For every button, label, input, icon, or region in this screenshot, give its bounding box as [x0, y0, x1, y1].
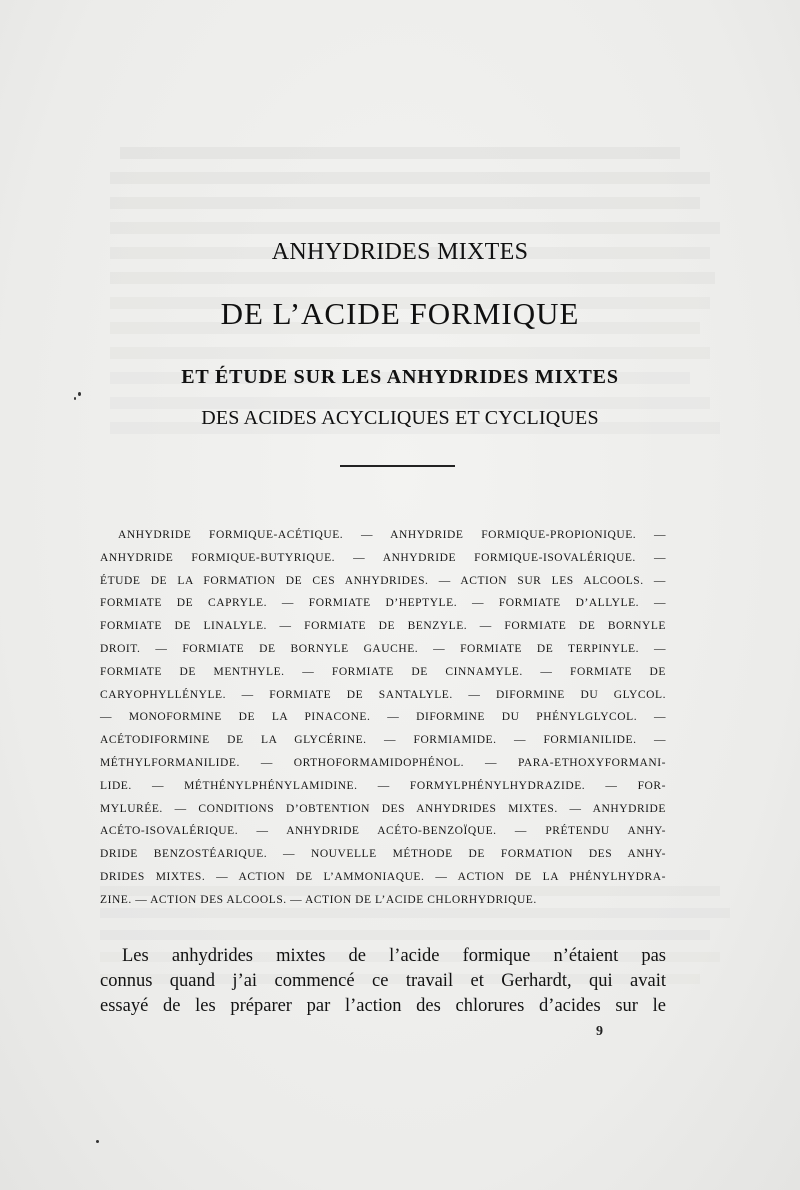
summary-line: ANHYDRIDE FORMIQUE-ACÉTIQUE. — ANHYDRIDE FORMIQUE-PROPIONIQUE. —: [118, 529, 666, 541]
chapter-title-line-1: ANHYDRIDES MIXTES: [271, 239, 529, 265]
body-line: connus quand j’ai commencé ce travail et Gerhardt, qui avait: [100, 971, 666, 991]
chapter-title-line-2: DE L’ACIDE FORMIQUE: [220, 296, 580, 331]
summary-line: FORMIATE DE LINALYLE. — FORMIATE DE BENZYLE. — FORMIATE DE BORNYLE: [100, 620, 666, 633]
summary-line: FORMIATE DE CAPRYLE. — FORMIATE D’HEPTYLE. — FORMIATE D’ALLYLE. —: [100, 597, 666, 610]
summary-line: ZINE. — ACTION DES ALCOOLS. — ACTION DE L’ACIDE CHLORHYDRIQUE.: [100, 893, 537, 906]
summary-line: DRIDES MIXTES. — ACTION DE L’AMMONIAQUE. — ACTION DE LA PHÉNYLHYDRA-: [100, 870, 666, 883]
summary-line: LIDE. — MÉTHÉNYLPHÉNYLAMIDINE. — FORMYLPHÉNYLHYDRAZIDE. — FOR-: [100, 779, 666, 792]
summary-line: DROIT. — FORMIATE DE BORNYLE GAUCHE. — FORMIATE DE TERPINYLE. —: [100, 642, 666, 655]
body-line: Les anhydrides mixtes de l’acide formique n’étaient pas: [122, 946, 666, 966]
chapter-summary: [100, 524, 666, 912]
summary-line: — MONOFORMINE DE LA PINACONE. — DIFORMINE DU PHÉNYLGLYCOL. —: [100, 711, 666, 724]
body-paragraph: [100, 944, 666, 1019]
summary-line: CARYOPHYLLÉNYLE. — FORMIATE DE SANTALYLE. — DIFORMINE DU GLYCOL.: [100, 688, 666, 701]
paper-speck: [96, 1140, 99, 1143]
summary-line: ÉTUDE DE LA FORMATION DE CES ANHYDRIDES. — ACTION SUR LES ALCOOLS. —: [100, 574, 666, 587]
paper-speck: [74, 397, 76, 400]
summary-line: ACÉTO-ISOVALÉRIQUE. — ANHYDRIDE ACÉTO-BENZOÏQUE. — PRÉTENDU ANHY-: [100, 825, 666, 838]
summary-line: ANHYDRIDE FORMIQUE-BUTYRIQUE. — ANHYDRIDE FORMIQUE-ISOVALÉRIQUE. —: [100, 551, 666, 564]
body-line: essayé de les préparer par l’action des chlorures d’acides sur le: [100, 996, 666, 1016]
summary-line: ACÉTODIFORMINE DE LA GLYCÉRINE. — FORMIAMIDE. — FORMIANILIDE. —: [100, 734, 666, 747]
summary-line: MYLURÉE. — CONDITIONS D’OBTENTION DES ANHYDRIDES MIXTES. — ANHYDRIDE: [100, 802, 666, 815]
summary-line: DRIDE BENZOSTÉARIQUE. — NOUVELLE MÉTHODE DE FORMATION DES ANHY-: [100, 848, 666, 861]
show-through-top: [100, 140, 720, 447]
title-divider: [340, 465, 455, 467]
chapter-subtitle-line-2: DES ACIDES ACYCLIQUES ET CYCLIQUES: [201, 407, 599, 429]
paper-speck: [78, 392, 81, 396]
page-number: 9: [596, 1024, 603, 1039]
summary-line: FORMIATE DE MENTHYLE. — FORMIATE DE CINNAMYLE. — FORMIATE DE: [100, 665, 666, 678]
summary-line: MÉTHYLFORMANILIDE. — ORTHOFORMAMIDOPHÉNOL. — PARA-ETHOXYFORMANI-: [100, 756, 666, 769]
chapter-subtitle-line-1: ET ÉTUDE SUR LES ANHYDRIDES MIXTES: [181, 366, 619, 388]
